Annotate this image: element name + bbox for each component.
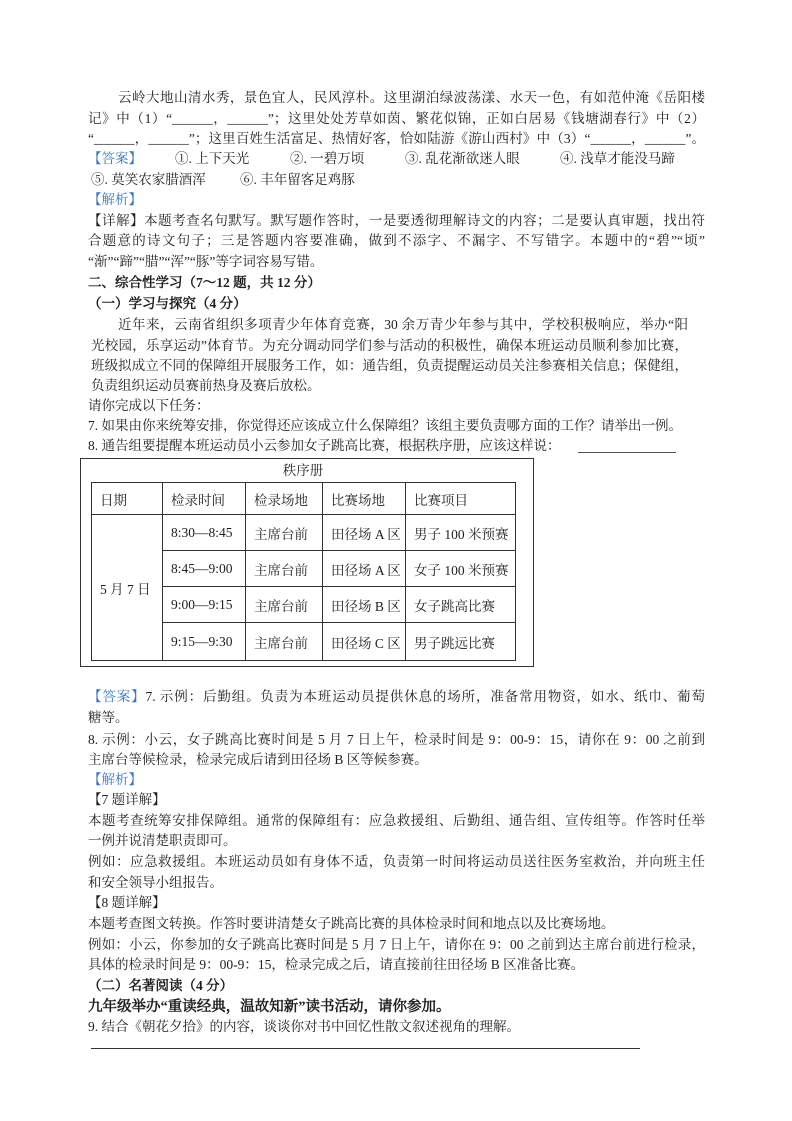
schedule-header-cell: 比赛项目: [406, 483, 516, 515]
schedule-title: 秩序册: [282, 463, 324, 478]
question-8: 8. 通告组要提醒本班运动员小云参加女子跳高比赛，根据秩序册，应该这样说：: [88, 438, 561, 453]
answer-line: 糖等。: [88, 710, 129, 725]
schedule-venue-cell: 田径场 C 区: [323, 623, 406, 661]
analysis-label: 【解析】: [88, 192, 142, 207]
answer-line: [88, 687, 705, 707]
q7-detail-line: 例如：应急救援组。本班运动员如有身体不适，负责第一时间将运动员送往医务室救治，并向班主任: [88, 854, 705, 869]
material-line: 近年来，云南省组织多项青少年体育竞赛，30 余万青少年参与其中，学校积极响应，举办“阳: [118, 317, 688, 332]
answer-item: ①. 上下天光: [175, 151, 250, 166]
part-heading: （二）名著阅读（4 分）: [88, 978, 234, 993]
schedule-checkin-cell: 主席台前: [246, 623, 323, 661]
answer-item: ④. 浅草才能没马蹄: [560, 151, 675, 166]
answer-line: 主席台等候检录，检录完成后请到田径场 B 区等候参赛。: [88, 752, 428, 767]
answer-line-rule: [91, 1048, 640, 1049]
question-7: 7. 如果由你来统筹安排，你觉得还应该成立什么保障组？该组主要负责哪方面的工作？请举出一例。: [88, 418, 682, 433]
section-heading: 二、综合性学习（7～12 题，共 12 分）: [88, 275, 321, 290]
schedule-header-cell: 日期: [92, 483, 163, 515]
answer-item: ⑥. 丰年留客足鸡豚: [240, 172, 355, 187]
answer-text: 7. 示例：后勤组。负责为本班运动员提供休息的场所，准备常用物资，如水、纸巾、葡萄: [145, 689, 705, 704]
schedule-event-cell: 女子 100 米预赛: [406, 551, 516, 587]
detail-line: 合题意的诗文句子；三是答题内容要准确，做到不添字、不漏字、不写错字。本题中的“碧”“顷”: [88, 233, 705, 248]
schedule-checkin-cell: 主席台前: [246, 587, 323, 623]
q8-detail-line: 本题考查图文转换。作答时要讲清楚女子跳高比赛的具体检录时间和地点以及比赛场地。: [88, 916, 615, 931]
activity-title: 九年级举办“重读经典，温故知新”读书活动，请你参加。: [88, 999, 451, 1015]
schedule-header-cell: 检录时间: [163, 483, 246, 515]
schedule-event-cell: 男子跳远比赛: [406, 623, 516, 661]
schedule-header-cell: 比赛场地: [323, 483, 406, 515]
answer-item: ②. 一碧万顷: [290, 151, 365, 166]
schedule-header-row: [92, 483, 516, 515]
schedule-time-cell: 8:45—9:00: [163, 551, 246, 587]
schedule-venue-cell: 田径场 B 区: [323, 587, 406, 623]
material-line: 负责组织运动员赛前热身及赛后放松。: [91, 378, 321, 393]
answer-row: [88, 170, 705, 190]
schedule-venue-cell: 田径场 A 区: [323, 515, 406, 551]
q7-detail-line: 和安全领导小组报告。: [88, 875, 223, 890]
schedule-event-cell: 男子 100 米预赛: [406, 515, 516, 551]
detail-line: “渐”“蹄”“腊”“浑”“豚”等字词容易写错。: [88, 254, 324, 269]
answer-item: ⑤. 莫笑农家腊酒浑: [91, 172, 206, 187]
task-instruction: 请你完成以下任务：: [88, 398, 210, 413]
answer-row: [88, 149, 705, 169]
q8-detail-label: 【8 题详解】: [88, 895, 166, 910]
schedule-row: [92, 515, 516, 551]
schedule-checkin-cell: 主席台前: [246, 515, 323, 551]
schedule-date-cell: 5 月 7 日: [92, 515, 163, 661]
q8-detail-line: 具体的检录时间是 9：00-9：15，检录完成之后，请直接前往田径场 B 区准备比赛。: [88, 957, 585, 972]
answer-label: 【答案】: [88, 151, 142, 166]
analysis-label: 【解析】: [88, 772, 142, 787]
part-heading: （一）学习与探究（4 分）: [88, 296, 247, 311]
schedule-time-cell: 8:30—8:45: [163, 515, 246, 551]
answer-item: ③. 乱花渐欲迷人眼: [405, 151, 520, 166]
material-line: 班级拟成立不同的保障组开展服务工作，如：通告组，负责提醒运动员关注参赛相关信息；保健组，: [91, 358, 688, 373]
answer-blank: [578, 452, 676, 453]
passage-line: 云岭大地山清水秀，景色宜人，民风淳朴。这里湖泊绿波荡漾、水天一色，有如范仲淹《岳阳楼: [118, 90, 705, 105]
schedule-venue-cell: 田径场 A 区: [323, 551, 406, 587]
answer-label: 【答案】: [88, 689, 146, 704]
schedule-checkin-cell: 主席台前: [246, 551, 323, 587]
passage-line: “______，______”；这里百姓生活富足、热情好客，恰如陆游《游山西村》中（3）“______，______”。: [88, 131, 705, 146]
schedule-time-cell: 9:15—9:30: [163, 623, 246, 661]
question-9: 9. 结合《朝花夕拾》的内容，谈谈你对书中回忆性散文叙述视角的理解。: [88, 1019, 520, 1034]
schedule-table: [91, 482, 516, 661]
material-line: 光校园，乐享运动”体育节。为充分调动同学们参与活动的积极性，确保本班运动员顺利参加比赛，: [91, 338, 688, 353]
q7-detail-line: 本题考查统筹安排保障组。通常的保障组有：应急救援组、后勤组、通告组、宣传组等。作答时任举: [88, 813, 705, 828]
passage-line: 记》中（1）“______，______”；这里处处芳草如茵、繁花似锦，正如白居易《钱塘湖春行》中（2）: [88, 111, 705, 126]
schedule-header-cell: 检录场地: [246, 483, 323, 515]
answer-line: 8. 示例：小云，女子跳高比赛时间是 5 月 7 日上午，检录时间是 9：00-9：15，请你在 9：00 之前到: [88, 732, 705, 747]
q7-detail-line: 一例并说清楚职责即可。: [88, 833, 237, 848]
q8-detail-line: 例如：小云，你参加的女子跳高比赛时间是 5 月 7 日上午，请你在 9：00 之前到达主席台前进行检录，: [88, 937, 705, 952]
q7-detail-label: 【7 题详解】: [88, 792, 166, 807]
schedule-time-cell: 9:00—9:15: [163, 587, 246, 623]
detail-line: 【详解】本题考查名句默写。默写题作答时，一是要透彻理解诗文的内容；二是要认真审题，找出符: [88, 213, 705, 228]
schedule-event-cell: 女子跳高比赛: [406, 587, 516, 623]
